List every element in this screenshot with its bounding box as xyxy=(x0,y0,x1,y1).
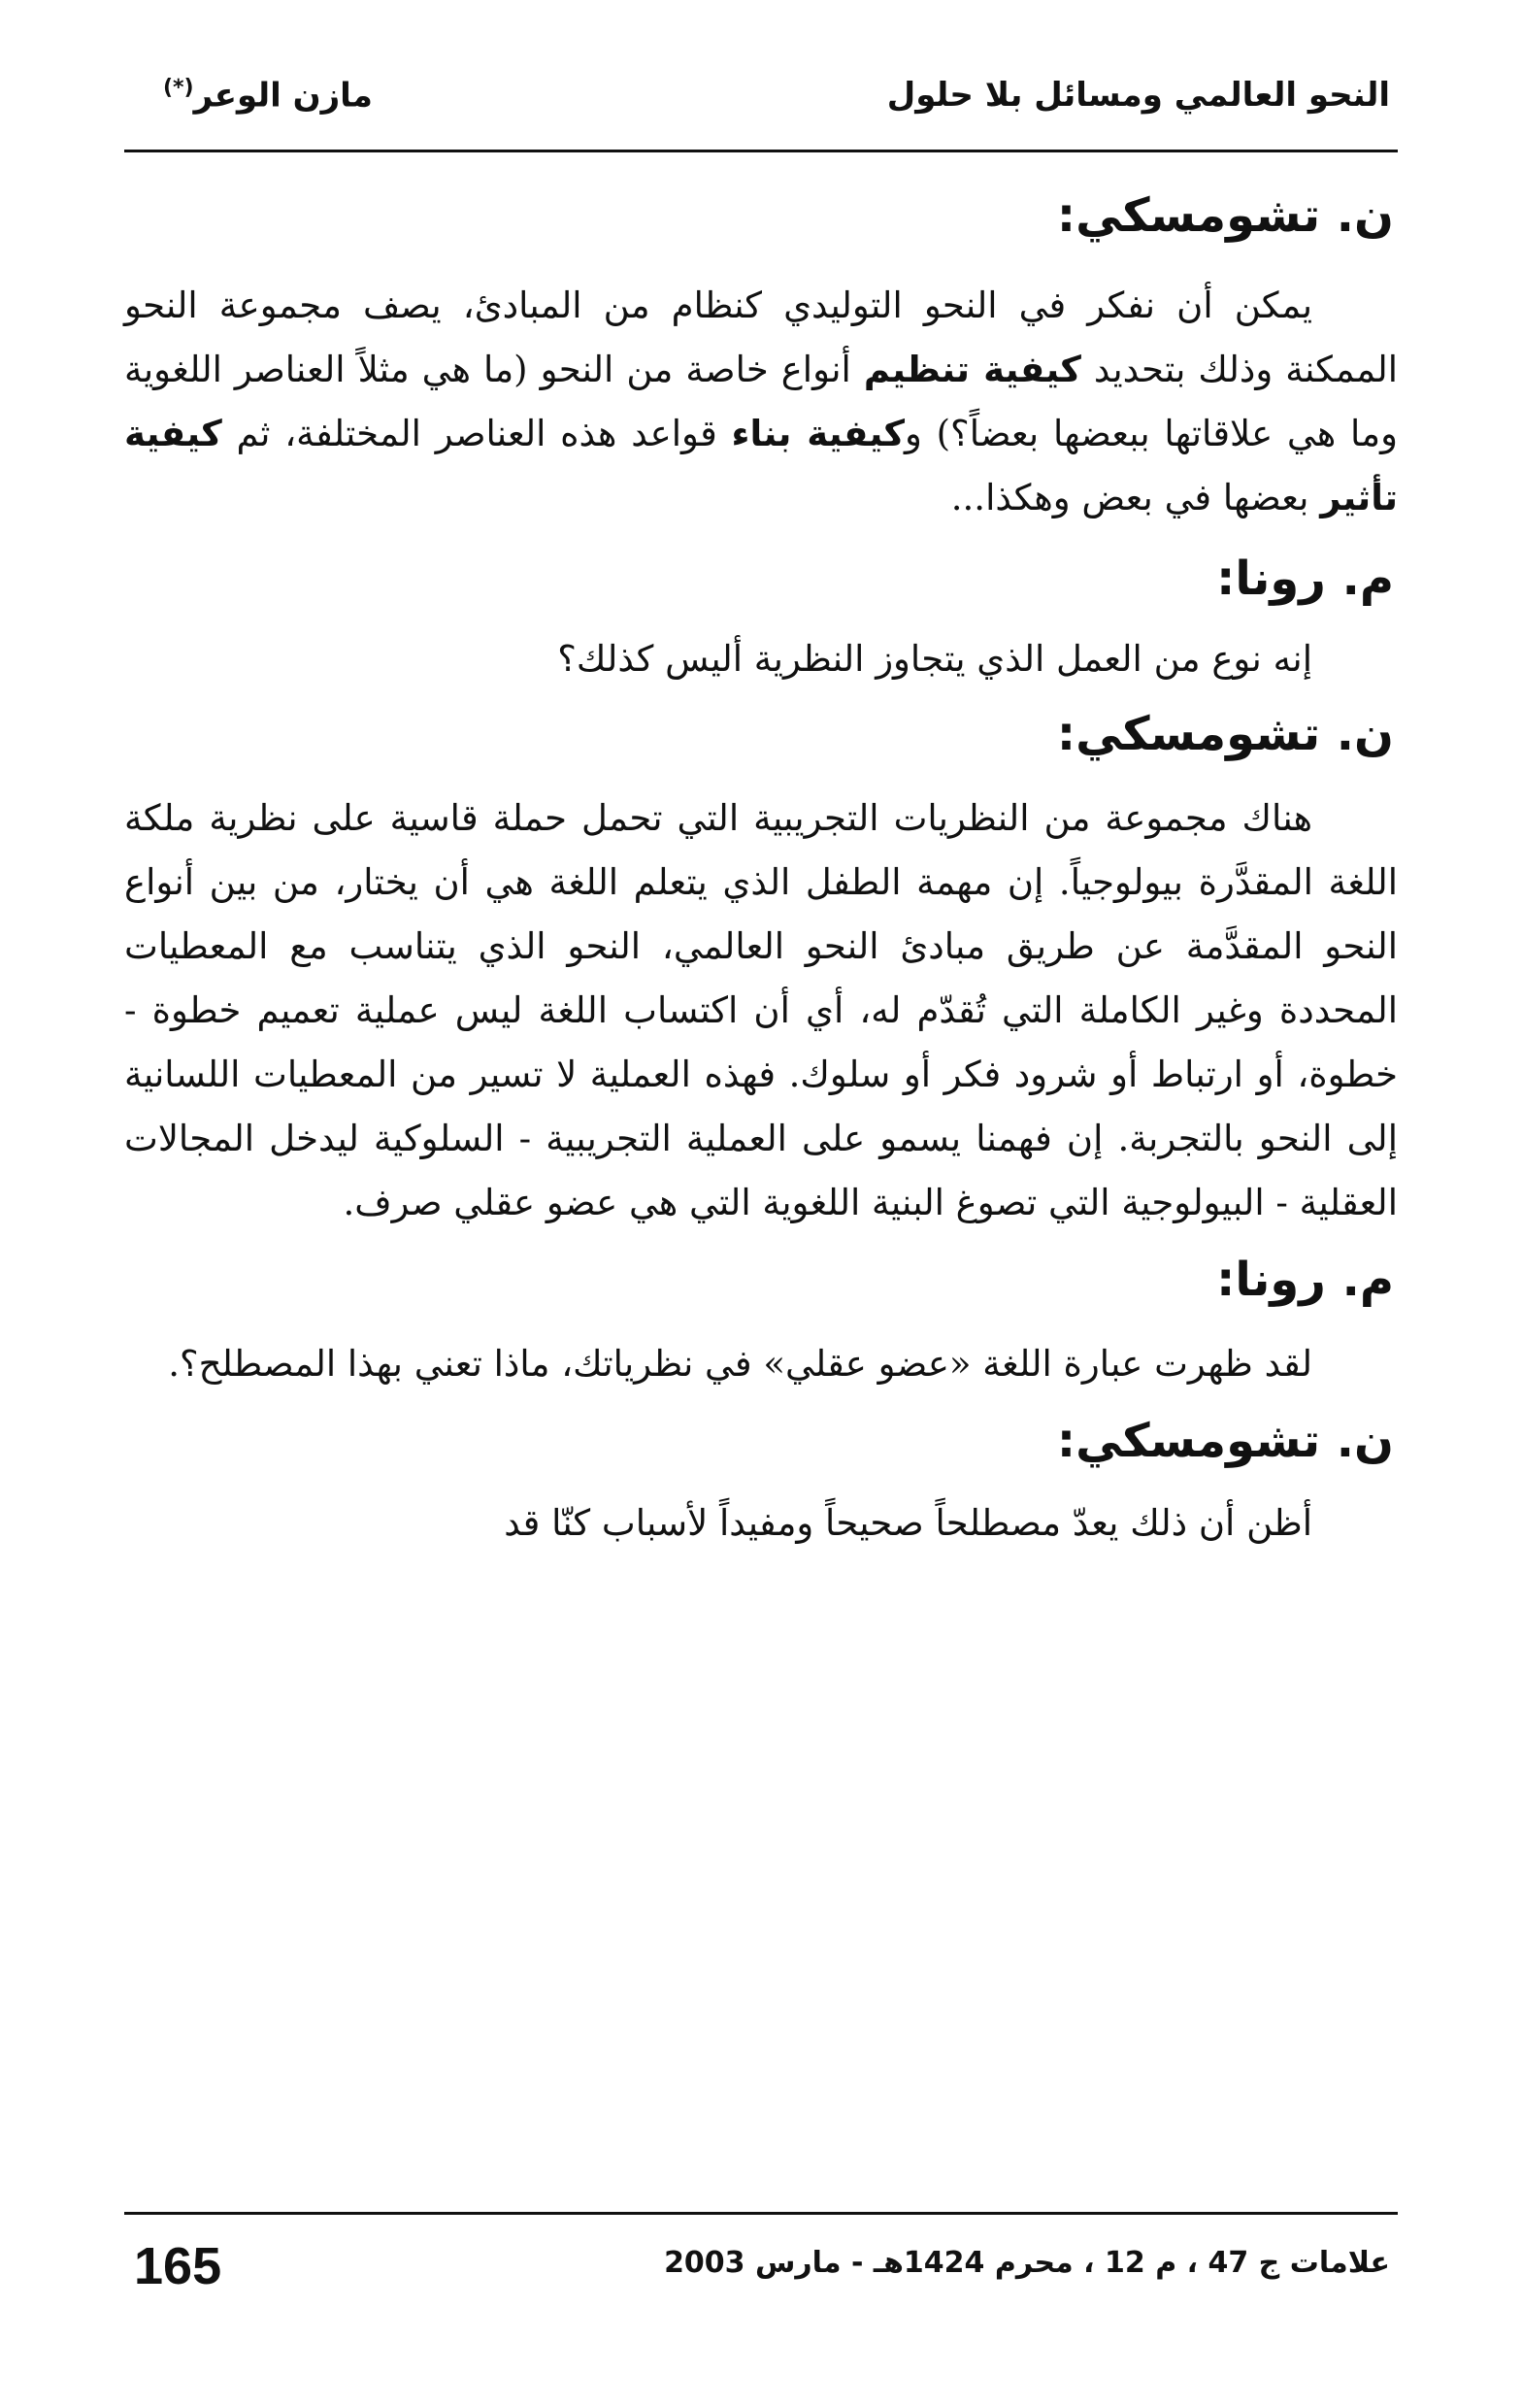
interview-body xyxy=(124,171,1398,1555)
speaker-label: م. رونا: xyxy=(1216,1253,1394,1307)
text-run: بعضها في بعض وهكذا... xyxy=(950,477,1321,518)
question-paragraph: إنه نوع من العمل الذي يتجاوز النظرية أليس كذلك؟ xyxy=(557,638,1312,680)
running-title: النحو العالمي ومسائل بلا حلول xyxy=(886,76,1390,115)
text-run: أنواع خاصة من النحو (ما هي مثلاً العناصر اللغوية وما هي علاقاتها ببعضها بعضاً؟) و xyxy=(124,349,1398,454)
speaker-label: ن. تشومسكي: xyxy=(1056,1414,1394,1468)
author-name: مازن الوعر xyxy=(193,76,373,116)
speaker-label: م. رونا: xyxy=(1216,552,1394,606)
text-run: يمكن أن نفكر في النحو التوليدي كنظام من المبادئ، يصف مجموعة النحو الممكنة وذلك بتحديد xyxy=(124,284,1399,390)
speaker-label: ن. تشومسكي: xyxy=(1056,707,1394,761)
running-author xyxy=(163,76,373,115)
bold-phrase: كيفية تنظيم xyxy=(863,349,1081,390)
speaker-label: ن. تشومسكي: xyxy=(1056,188,1394,243)
answer-paragraph xyxy=(124,274,1398,530)
question-paragraph: لقد ظهرت عبارة اللغة «عضو عقلي» في نظرياتك، ماذا تعني بهذا المصطلح؟. xyxy=(168,1343,1312,1385)
page-footer xyxy=(124,2212,1398,2312)
running-header xyxy=(124,60,1398,152)
text-run: قواعد هذه العناصر المختلفة، ثم xyxy=(221,413,732,454)
page-number: 165 xyxy=(134,2237,222,2295)
answer-paragraph: هناك مجموعة من النظريات التجريبية التي تحمل حملة قاسية على نظرية ملكة اللغة المقدَّرة بيولوجياً. إن مهمة الطفل الذي يتعلم اللغة هي أن يختار، من بين أنواع النحو المقدَّمة عن طريق مبادئ النحو العالمي، النحو الذي يتناسب مع المعطيات المحددة وغير الكاملة التي تُقدّم له، أي أن اكتساب اللغة ليس عملية تعميم خطوة - خطوة، أو ارتباط أو شرود فكر أو سلوك. فهذه العملية لا تسير من المعطيات اللسانية إلى النحو بالتجربة. إن فهمنا يسمو على العملية التجريبية - السلوكية ليدخل المجالات العقلية - البيولوجية التي تصوغ البنية اللغوية التي هي عضو عقلي صرف. xyxy=(124,797,1398,1223)
author-footnote-mark: (*) xyxy=(163,76,194,100)
answer-paragraph: أظن أن ذلك يعدّ مصطلحاً صحيحاً ومفيداً لأسباب كنّا قد xyxy=(504,1502,1312,1544)
bold-phrase: كيفية تأثير xyxy=(124,413,1398,518)
journal-citation: علامات ج 47 ، م 12 ، محرم 1424هـ - مارس 2003 xyxy=(664,2246,1390,2280)
bold-phrase: كيفية بناء xyxy=(731,413,905,454)
